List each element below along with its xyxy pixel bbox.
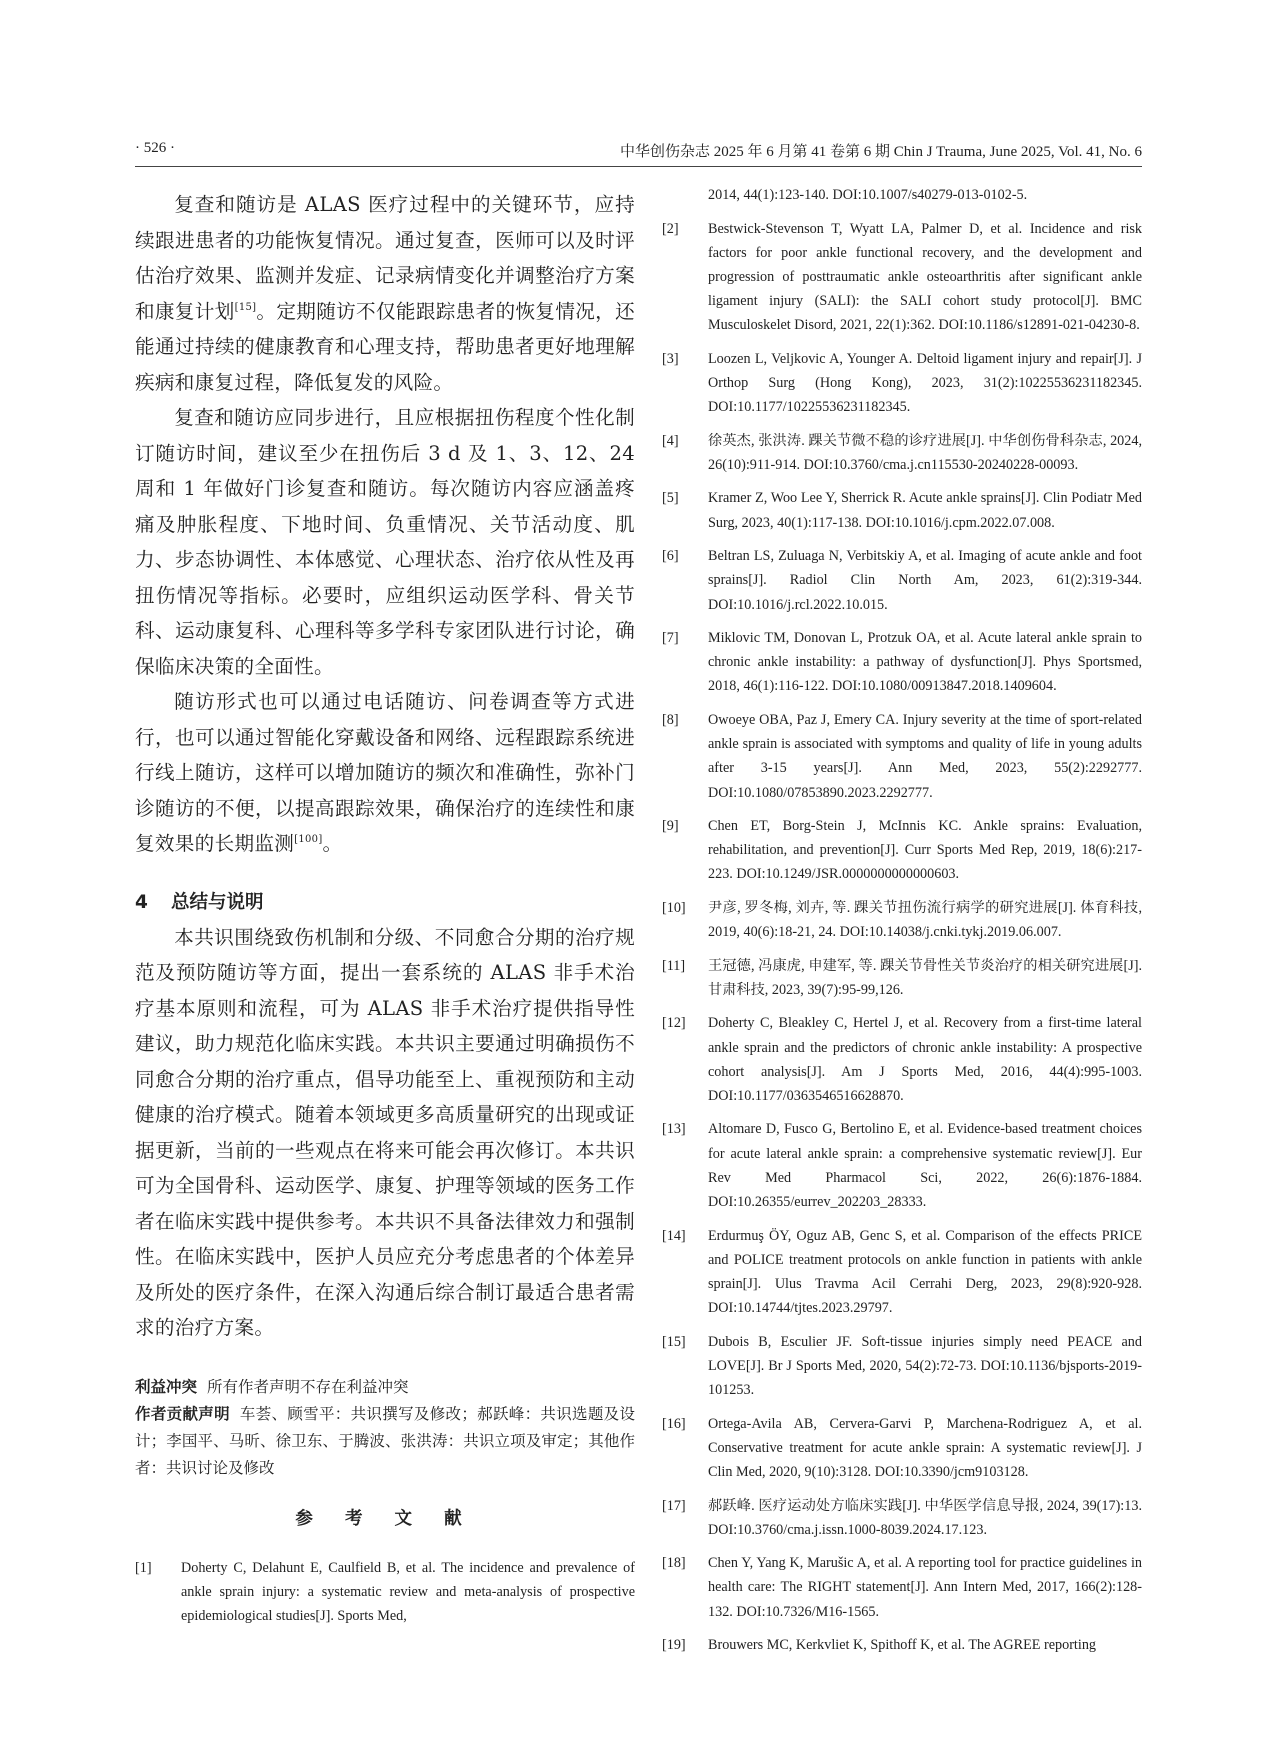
reference-item <box>135 1556 635 1629</box>
reference-number: [13] <box>662 1121 686 1138</box>
coi-text: 所有作者声明不存在利益冲突 <box>207 1377 409 1396</box>
reference-text: Kramer Z, Woo Lee Y, Sherrick R. Acute ankle sprains[J]. Clin Podiatr Med Surg, 2023, 40(1):117-138. DOI:10.1016/j.cpm.2022.07.008. <box>708 490 1142 531</box>
reference-number: [12] <box>662 1015 686 1032</box>
reference-continuation: 2014, 44(1):123-140. DOI:10.1007/s40279-013-0102-5. <box>708 187 1028 203</box>
reference-text: Ortega-Avila AB, Cervera-Garvi P, Marchena-Rodriguez A, et al. Conservative treatment for acute ankle sprain: A systematic review[J]. J Clin Med, 2020, 9(10):3128. DOI:10.3390/jcm9103128. <box>708 1415 1142 1480</box>
reference-number: [15] <box>662 1333 686 1350</box>
reference-item <box>662 896 1142 944</box>
reference-item <box>662 1494 1142 1542</box>
conflict-of-interest <box>135 1374 635 1401</box>
reference-item <box>662 1412 1142 1485</box>
section-number: 4 <box>135 891 148 913</box>
references-title: 参 考 文 献 <box>295 1508 475 1529</box>
reference-text: Doherty C, Bleakley C, Hertel J, et al. Recovery from a first-time lateral ankle sprain and the predictors of chronic ankle instability: A prospective cohort analysis[J]. Am J Sports Med, 2016, 44(4):995-1003. DOI:10.1177/0363546516628870. <box>708 1015 1142 1104</box>
reference-item <box>662 1011 1142 1108</box>
reference-text: Owoeye OBA, Paz J, Emery CA. Injury severity at the time of sport-related ankle sprain is associated with symptoms and quality of life in young adults after 3-15 years[J]. Ann Med, 2023, 55(2):2292777. DOI:10.1080/07853890.2023.2292777. <box>708 711 1142 801</box>
reference-item <box>662 429 1142 477</box>
reference-item <box>662 217 1142 338</box>
left-column <box>135 187 635 1637</box>
citation-15: [15] <box>234 301 257 313</box>
reference-number: [5] <box>662 490 679 507</box>
reference-item <box>662 347 1142 420</box>
reference-number: [11] <box>662 957 686 974</box>
reference-number: [7] <box>662 630 679 647</box>
reference-text: Chen ET, Borg-Stein J, McInnis KC. Ankle sprains: Evaluation, rehabilitation, and prevention[J]. Curr Sports Med Rep, 2019, 18(6):217-223. DOI:10.1249/JSR.0000000000000603. <box>708 818 1142 883</box>
reference-text: Bestwick-Stevenson T, Wyatt LA, Palmer D, et al. Incidence and risk factors for poor ankle functional recovery, and the development and progression of posttraumatic ankle osteoarthritis after significant ankle ligament injury (SALI): the SALI cohort study protocol[J]. BMC Musculoskelet Disord, 2021, 22(1):362. DOI:10.1186/s12891-021-04230-8. <box>708 220 1142 334</box>
reference-number: [8] <box>662 711 679 728</box>
reference-item <box>662 1330 1142 1403</box>
reference-item <box>662 1117 1142 1214</box>
contrib-label: 作者贡献声明 <box>135 1404 230 1423</box>
reference-text: Doherty C, Delahunt E, Caulfield B, et al. The incidence and prevalence of ankle sprain injury: a systematic review and meta-analysis of prospective epidemiological studies[J]. Sports Med, <box>181 1559 635 1624</box>
reference-text: 尹彦, 罗冬梅, 刘卉, 等. 踝关节扭伤流行病学的研究进展[J]. 体育科技, 2019, 40(6):18-21, 24. DOI:10.14038/j.cnki.tykj.2019.06.007. <box>708 899 1142 941</box>
reference-number: [3] <box>662 350 679 367</box>
reference-text: Altomare D, Fusco G, Bertolino E, et al. Evidence-based treatment choices for acute lateral ankle sprain: a comprehensive systematic review[J]. Eur Rev Med Pharmacol Sci, 2022, 26(6):1876-1884. DOI:10.26355/eurrev_202203_28333. <box>708 1121 1142 1211</box>
reference-text: 郝跃峰. 医疗运动处方临床实践[J]. 中华医学信息导报, 2024, 39(17):13. DOI:10.3760/cma.j.issn.1000-8039.2024.17.123. <box>708 1497 1142 1538</box>
section-heading <box>135 888 635 918</box>
reference-text: Chen Y, Yang K, Marušic A, et al. A reporting tool for practice guidelines in health care: The RIGHT statement[J]. Ann Intern Med, 2017, 166(2):128-132. DOI:10.7326/M16-1565. <box>708 1555 1142 1620</box>
reference-item <box>662 814 1142 887</box>
reference-number: [4] <box>662 432 679 449</box>
reference-text: Miklovic TM, Donovan L, Protzuk OA, et al. Acute lateral ankle sprain to chronic ankle instability: a pathway of dysfunction[J]. Phys Sportsmed, 2018, 46(1):116-122. DOI:10.1080/00913847.2018.1409604. <box>708 630 1142 695</box>
reference-number: [6] <box>662 548 679 565</box>
paragraph-summary: 本共识围绕致伤机制和分级、不同愈合分期的治疗规范及预防随访等方面，提出一套系统的 ALAS 非手术治疗基本原则和流程，可为 ALAS 非手术治疗提供指导性建议，助力规范化临床实践。本共识主要通过明确损伤不同愈合分期的治疗重点，倡导功能至上、重视预防和主动健康的治疗模式。随着本领域更多高质量研究的出现或证据更新，当前的一些观点在将来可能会再次修订。本共识可为全国骨科、运动医学、康复、护理等领域的医务工作者在临床实践中提供参考。本共识不具备法律效力和强制性。在临床实践中，医护人员应充分考虑患者的个体差异及所处的医疗条件，在深入沟通后综合制订最适合患者需求的治疗方案。 <box>135 925 635 1339</box>
reference-text: 王冠德, 冯康虎, 申建军, 等. 踝关节骨性关节炎治疗的相关研究进展[J]. 甘肃科技, 2023, 39(7):95-99,126. <box>708 957 1142 998</box>
reference-item <box>662 544 1142 617</box>
reference-text: Loozen L, Veljkovic A, Younger A. Deltoid ligament injury and repair[J]. J Orthop Surg (Hong Kong), 2023, 31(2):10225536231182345. DOI:10.1177/10225536231182345. <box>708 350 1142 416</box>
journal-citation: 中华创伤杂志 2025 年 6 月第 41 卷第 6 期 Chin J Trauma, June 2025, Vol. 41, No. 6 <box>620 144 1142 160</box>
reference-number: [16] <box>662 1415 686 1432</box>
paragraph-schedule: 复查和随访应同步进行，且应根据扭伤程度个性化制订随访时间，建议至少在扭伤后 3 d 及 1、3、12、24 周和 1 年做好门诊复查和随访。每次随访内容应涵盖疼痛及肿胀程度、下地时间、负重情况、关节活动度、肌力、步态协调性、本体感觉、心理状态、治疗依从性及再扭伤情况等指标。必要时，应组织运动医学科、骨关节科、运动康复科、心理科等多学科专家团队进行讨论，确保临床决策的全面性。 <box>135 406 635 678</box>
coi-label: 利益冲突 <box>135 1377 198 1396</box>
reference-item <box>662 486 1142 534</box>
author-contributions <box>135 1401 635 1482</box>
reference-item <box>662 1633 1142 1657</box>
contrib-text: 车荟、顾雪平：共识撰写及修改；郝跃峰：共识选题及设计；李国平、马昕、徐卫东、于腾波、张洪涛：共识立项及审定；其他作者：共识讨论及修改 <box>135 1404 635 1477</box>
section-title: 总结与说明 <box>171 891 264 913</box>
right-column <box>662 187 1142 1667</box>
reference-number: [14] <box>662 1227 686 1244</box>
reference-number: [2] <box>662 220 679 237</box>
reference-number: [9] <box>662 818 679 835</box>
paragraph-followup-forms: 随访形式也可以通过电话随访、问卷调查等方式进行，也可以通过智能化穿戴设备和网络、远程跟踪系统进行线上随访，这样可以增加随访的频次和准确性，弥补门诊随访的不便，以提高跟踪效果，确保治疗的连续性和康复效果的长期监测[100]。 <box>135 690 635 855</box>
reference-item <box>662 1551 1142 1624</box>
running-header <box>135 140 1142 167</box>
paragraph-followup: 复查和随访是 ALAS 医疗过程中的关键环节，应持续跟进患者的功能恢复情况。通过复查，医师可以及时评估治疗效果、监测并发症、记录病情变化并调整治疗方案和康复计划[15]。定期随访不仅能跟踪患者的恢复情况，还能通过持续的健康教育和心理支持，帮助患者更好地理解疾病和康复过程，降低复发的风险。 <box>135 193 635 394</box>
reference-number: [19] <box>662 1637 686 1654</box>
reference-text: 徐英杰, 张洪涛. 踝关节微不稳的诊疗进展[J]. 中华创伤骨科杂志, 2024, 26(10):911-914. DOI:10.3760/cma.j.cn115530-20240228-00093. <box>708 432 1142 473</box>
reference-number: [10] <box>662 899 686 916</box>
reference-number: [1] <box>135 1559 152 1576</box>
reference-number: [17] <box>662 1497 686 1514</box>
reference-item <box>662 626 1142 699</box>
reference-text: Brouwers MC, Kerkvliet K, Spithoff K, et al. The AGREE reporting <box>708 1637 1097 1654</box>
reference-text: Dubois B, Esculier JF. Soft-tissue injuries simply need PEACE and LOVE[J]. Br J Sports Med, 2020, 54(2):72-73. DOI:10.1136/bjsports-2019-101253. <box>708 1333 1142 1399</box>
reference-item <box>662 708 1142 805</box>
reference-text: Beltran LS, Zuluaga N, Verbitskiy A, et al. Imaging of acute ankle and foot sprains[J]. Radiol Clin North Am, 2023, 61(2):319-344. DOI:10.1016/j.rcl.2022.10.015. <box>708 548 1142 613</box>
reference-text: Erdurmuş ÖY, Oguz AB, Genc S, et al. Comparison of the effects PRICE and POLICE treatment protocols on ankle function in patients with ankle sprain[J]. Ulus Travma Acil Cerrahi Derg, 2023, 29(8):920-928. DOI:10.14744/tjtes.2023.29797. <box>708 1227 1142 1317</box>
reference-item <box>662 954 1142 1002</box>
page-number: · 526 · <box>135 140 175 156</box>
reference-number: [18] <box>662 1555 686 1572</box>
reference-item <box>662 1224 1142 1321</box>
citation-100: [100] <box>294 834 323 845</box>
